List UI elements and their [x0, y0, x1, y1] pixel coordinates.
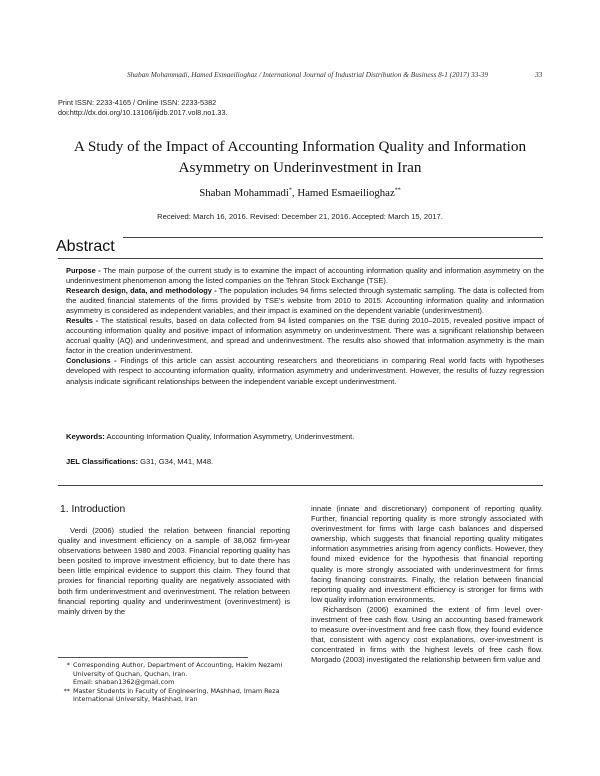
- purpose-label: Purpose -: [66, 266, 101, 275]
- title-line-1: A Study of the Impact of Accounting Information Quality and Information: [73, 138, 527, 155]
- abstract-heading: Abstract: [56, 238, 115, 255]
- section-rule: [58, 485, 543, 486]
- footnote-1: [58, 661, 298, 687]
- author-line: [40, 187, 560, 199]
- conclusions-label: Conclusions -: [66, 356, 117, 366]
- paper-title: [40, 136, 560, 178]
- keywords: [66, 432, 544, 441]
- author-2-mark: **: [394, 187, 401, 194]
- intro-paragraph-3: Richardson (2006) examined the extent of firm level over-investment of free cash flow. Using an accounting based framework to measure over-investment and free cash flow, they found evidence that, consistent with agency cost explanations, over-investment is concentrated in firms with the highest levels of free cash flow. Morgado (2003) investigated the relationship between firm value and: [311, 604, 543, 665]
- abstract-conclusions: [66, 356, 544, 386]
- issn-line: Print ISSN: 2233-4165 / Online ISSN: 2233-5382: [58, 98, 217, 107]
- design-text: The population includes 94 firms selected through systematic sampling. The data is collected from the audited financial statements of the firms provided by TSE's website from 2010 to 2015. Accounting information quality and information asymmetry is considered as independent variables, and their impact is examined on the dependent variable (underinvestment).: [66, 286, 545, 316]
- abstract-body: [66, 266, 544, 387]
- footnote-1-email[interactable]: Email: shaban1362@gmail.com: [73, 678, 175, 687]
- author-2: Hamed Esmaeilioghaz: [297, 187, 395, 199]
- footnotes: [58, 661, 298, 704]
- jel-text: G31, G34, M41, M48.: [138, 457, 214, 466]
- title-line-2: Asymmetry on Underinvestment in Iran: [178, 159, 422, 176]
- results-label: Results -: [66, 316, 99, 326]
- jel-classifications: [66, 457, 544, 466]
- footnote-1-line-1: Corresponding Author, Department of Accounting, Hakim Nezami: [73, 661, 283, 669]
- page-number: 33: [535, 70, 543, 79]
- abstract-results: [66, 316, 544, 356]
- author-1: Shaban Mohammadi: [199, 187, 289, 199]
- doi-line[interactable]: doi:http://dx.doi.org/10.13106/ijidb.2017.vol8.no1.33.: [58, 107, 228, 117]
- left-column: [58, 526, 290, 617]
- intro-paragraph-2: innate (innate and discretionary) component of reporting quality. Further, financial reporting quality is more strongly associated with overinvestment for firms with large cash balances and dispersed ownership, which suggests that financial reporting quality mitigates information asymmetries arising from agency conflicts. However, they found mixed evidence for the hypothesis that financial reporting quality is more strongly associated with underinvestment for firms facing financing constraints. Finally, the relation between financial reporting quality and investment efficiency is stronger for firms with low quality information environments.: [311, 504, 543, 604]
- intro-paragraph-1: Verdi (2006) studied the relation between financial reporting quality and investment efficiency on a sample of 38,062 firm-year observations between 1980 and 2003. Financial reporting quality has been posited to improve investment efficiency, but to date there has been little empirical evidence to support this claim. They found that proxies for financial reporting quality are negatively associated with both firm underinvestment and overinvestment. The relation between financial reporting quality and underinvestment (overinvestment) is mainly driven by the: [58, 526, 290, 616]
- purpose-text: The main purpose of the current study is to examine the impact of accounting information quality and information asymmetry on the underinvestment phenomenon among the listed companies on the Tehran Stock Exchange (TSE).: [66, 266, 544, 286]
- conclusions-text: Findings of this article can assist accounting researchers and theoreticians in comparing Real world facts with hypotheses developed with respect to accounting information quality, information asymmetry and underinvestment. However, the results of fuzzy regression analysis indicate significant relationships between the independent variable except underinvestment.: [66, 356, 544, 386]
- author-1-mark: *: [288, 187, 292, 194]
- right-column: [311, 504, 543, 666]
- running-header: Shaban Mohammadi, Hamed Esmaeilioghaz / International Journal of Industrial Distribution & Business 8-1 (2017) 33-39: [127, 70, 488, 79]
- footnote-2: [58, 687, 298, 704]
- footnote-2-line-1: Master Students in Faculty of Engineering, MAshhad, Imam Reza: [73, 686, 280, 695]
- footnote-1-line-2: University of Quchan, Quchan, Iran.: [73, 669, 188, 678]
- issn-block: [58, 98, 228, 117]
- footnote-1-mark: *: [66, 661, 70, 669]
- received-dates: Received: March 16, 2016. Revised: December 21, 2016. Accepted: March 15, 2017.: [157, 212, 443, 221]
- keywords-text: Accounting Information Quality, Information Asymmetry, Underinvestment.: [104, 432, 355, 441]
- introduction-heading: 1. Introduction: [60, 504, 126, 515]
- keywords-label: Keywords:: [66, 432, 105, 441]
- results-text: The statistical results, based on data collected from 94 listed companies on the TSE during 2010–2015, revealed positive impact of accounting information quality and positive impact of information asymmetry on underinvestment. There was a significant relationship between accrual quality (AQ) and underinvestment, and spread and underinvestment. The results also showed that information asymmetry is the main factor in the creation underinvestment.: [66, 316, 544, 356]
- footnote-rule: [58, 657, 248, 658]
- author-separator: ,: [291, 187, 298, 199]
- abstract-rule: [58, 258, 543, 259]
- jel-label: JEL Classifications:: [66, 457, 139, 466]
- footnote-2-mark: **: [63, 686, 70, 695]
- abstract-top-rule: [123, 237, 543, 238]
- design-label: Research design, data, and methodology -: [66, 286, 217, 296]
- abstract-design: [66, 286, 544, 316]
- abstract-purpose: [66, 266, 544, 286]
- footnote-2-line-2: International University, Mashhad, Iran: [73, 695, 198, 704]
